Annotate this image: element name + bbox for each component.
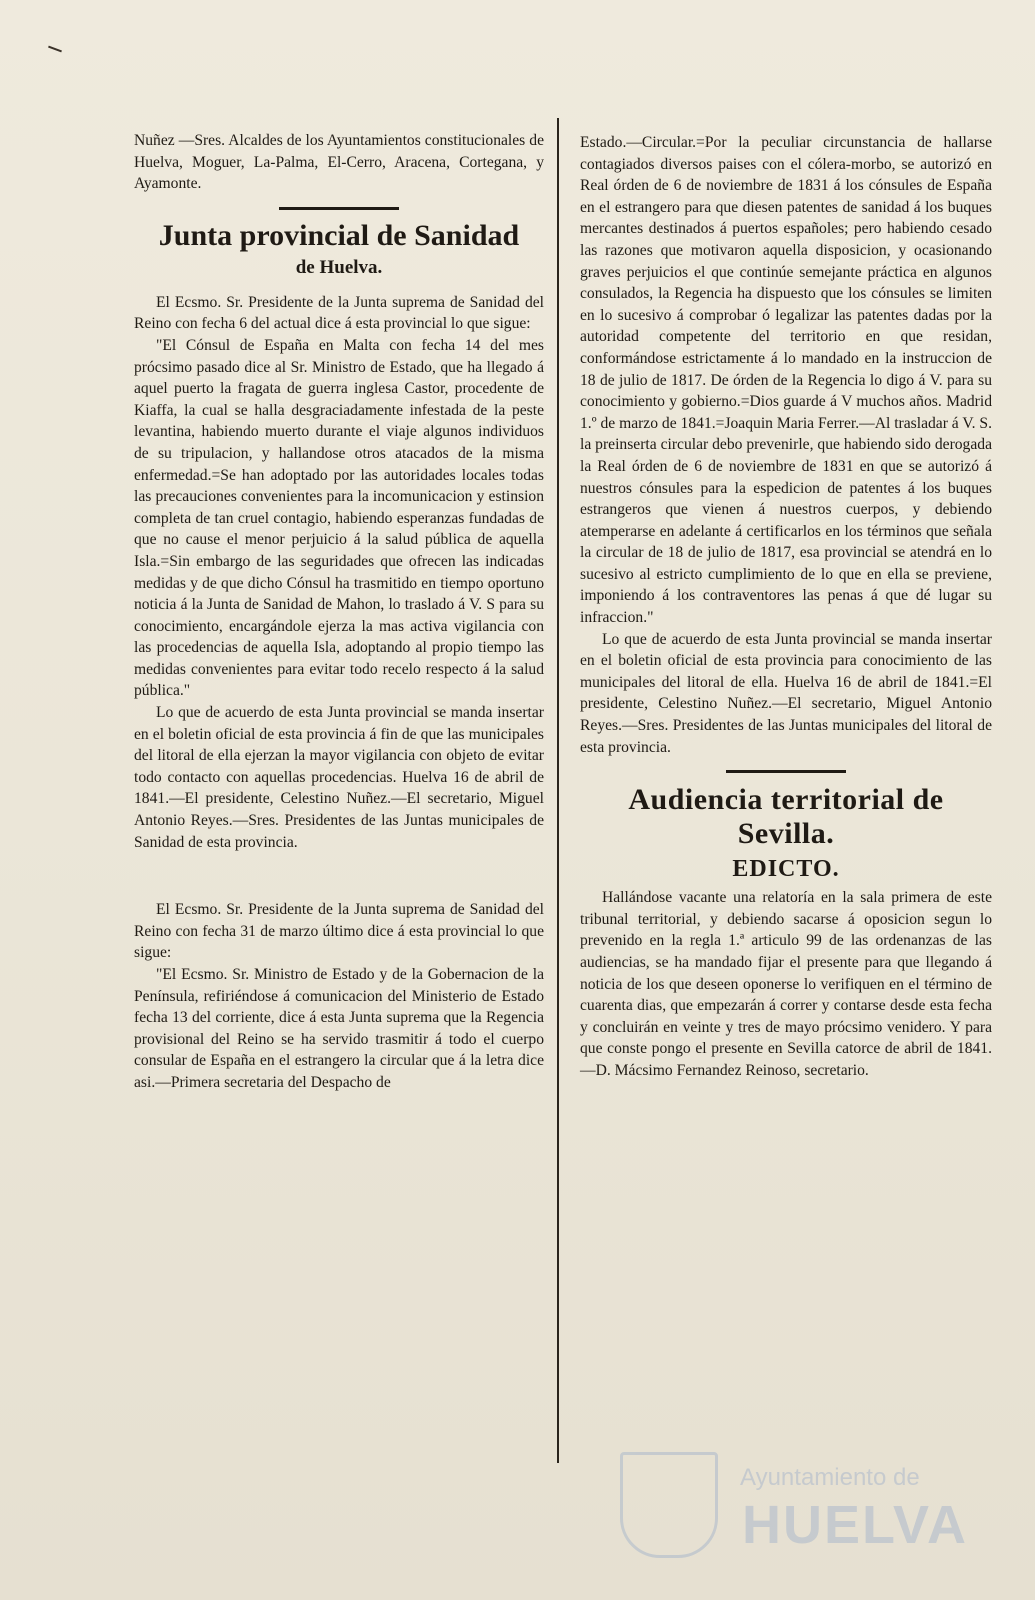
watermark-small-text: Ayuntamiento de [740, 1464, 920, 1491]
section-heading-junta: Junta provincial de Sanidad [158, 218, 520, 252]
column-rule [557, 118, 559, 1463]
section-divider [726, 770, 846, 773]
section-heading-audiencia [580, 783, 992, 851]
shield-icon [620, 1452, 718, 1558]
paragraph: El Ecsmo. Sr. Presidente de la Junta suprema de Sanidad del Reino con fecha 31 de marzo último dice á esta provincial lo que sigue: [134, 901, 544, 962]
left-column [134, 130, 544, 1094]
scan-mark [48, 46, 62, 53]
section-heading-audiencia-text: Audiencia territorial de Sevilla. [628, 783, 944, 851]
paragraph: Estado.—Circular.=Por la peculiar circunstancia de hallarse contagiados diversos paises con el cólera-morbo, se autorizó en Real órden de 6 de noviembre de 1831 á los cónsules de España en el estrangero para que diesen patentes de sanidad á los buques mercantes destinados á puertos españoles; pero habiendo cesado las razones que motivaron aquella disposicion, y ocasionando graves perjuicios el que continúe semejante práctica en algunos consulados, la Regencia ha dispuesto que los cónsules se limiten en lo sucesivo á comprobar ó legalizar las patentes dadas por la autoridad competente del territorio en que residan, conformándose estrictamente á lo mandado en la instruccion de 18 de julio de 1817. De órden de la Regencia lo digo á V. para su conocimiento y gobierno.=Dios guarde á V muchos años. Madrid 1.º de marzo de 1841.=Joaquin Maria Ferrer.—Al trasladar á V. S. la preinserta circular debo prevenirle, que habiendo sido derogada la Real órden de 6 de noviembre de 1831 en que se autorizó á nuestros cónsules para la espedicion de patentes á los buques estrangeros que vienen á nuestros cuerpos, y debiendo atemperarse en adelante á certificarlos en los términos que señala la circular de 18 de julio de 1817, esa provincial se atendrá en lo sucesivo al estricto cumplimiento de lo que en ella se previene, imponiendo á los contraventores las penas á que dé lugar su infraccion." [580, 134, 992, 627]
paragraph: Lo que de acuerdo de esta Junta provincial se manda insertar en el boletin oficial de esta provincia para conocimiento de las municipales del litoral de ella. Huelva 16 de abril de 1841.=El presidente, Celestino Nuñez.—El secretario, Miguel Antonio Reyes.—Sres. Presidentes de las Juntas municipales del litoral de esta provincia. [580, 630, 992, 756]
section-subheading-huelva: de Huelva. [295, 256, 383, 278]
paragraph: Lo que de acuerdo de esta Junta provincial se manda insertar en el boletin oficial de esta provincia á fin de que las municipales del litoral de ella ejerzan la mayor vigilancia con objeto de evitar todo contacto con aquellas procedencias. Huelva 16 de abril de 1841.—El presidente, Celestino Nuñez.—El secretario, Miguel Antonio Reyes.—Sres. Presidentes de las Juntas municipales de Sanidad de esta provincia. [134, 704, 544, 851]
watermark [620, 1448, 1020, 1558]
watermark-big-text: HUELVA [742, 1495, 968, 1555]
paragraph: "El Ecsmo. Sr. Ministro de Estado y de la Gobernacion de la Península, refiriéndose á comunicacion del Ministerio de Estado fecha 13 del corriente, dice á esta Junta suprema que la Regencia provisional del Reino se ha servido trasmitir á todo el cuerpo consular de España en el estrangero la circular que á la letra dice asi.—Primera secretaria del Despacho de [134, 966, 544, 1091]
right-column [580, 132, 992, 1082]
paragraph: "El Cónsul de España en Malta con fecha 14 del mes prócsimo pasado dice al Sr. Ministro de Estado, que ha llegado á aquel puerto la fragata de guerra inglesa Castor, procedente de Kiaffa, la cual se halla desgraciadamente infestada de la peste levantina, habiendo muerto durante el viaje algunos individuos de su tripulacion, y hallandose otros atacados de la misma enfermedad.=Se han adoptado por las autoridades locales todas las precauciones convenientes para la incomunicacion y estinsion completa de tan cruel contagio, habiendo esperanzas fundadas de que no cause el menor perjuicio á la salud pública de aquella Isla.=Sin embargo de las seguridades que ofrecen las indicadas medidas y de que dicho Cónsul ha trasmitido en tiempo oportuno noticia á la Junta de Sanidad de Mahon, lo traslado á V. S para su conocimiento, encargándole ejerza la mas activa vigilancia con las procedencias de aquella Isla, adoptando al propio tiempo las medidas convenientes para evitar todo recelo respecto á la salud pública." [134, 336, 544, 700]
section-divider [279, 207, 399, 210]
edicto-title: EDICTO. [732, 856, 840, 883]
edicto-paragraph: Hallándose vacante una relatoría en la sala primera de este tribunal territorial, y debiendo sacarse á oposicion segun lo prevenido en la regla 1.ª articulo 99 de las ordenanzas de las audiencias, se ha mandado fijar el presente para que llegando á noticia de los que deseen oponerse lo verifiquen en el término de cuarenta dias, que empezarán á correr y contarse desde esta fecha y concluirán en veinte y tres de mayo prócsimo venidero. Y para que conste pongo el presente en Sevilla catorce de abril de 1841.—D. Mácsimo Fernandez Reinoso, secretario. [580, 889, 992, 1079]
paragraph: El Ecsmo. Sr. Presidente de la Junta suprema de Sanidad del Reino con fecha 6 del actual dice á esta provincial lo que sigue: [134, 293, 544, 333]
paragraph-gap [134, 853, 544, 899]
intro-paragraph: Nuñez —Sres. Alcaldes de los Ayuntamientos constitucionales de Huelva, Moguer, La-Palma, El-Cerro, Aracena, Cortegana, y Ayamonte. [134, 132, 544, 193]
